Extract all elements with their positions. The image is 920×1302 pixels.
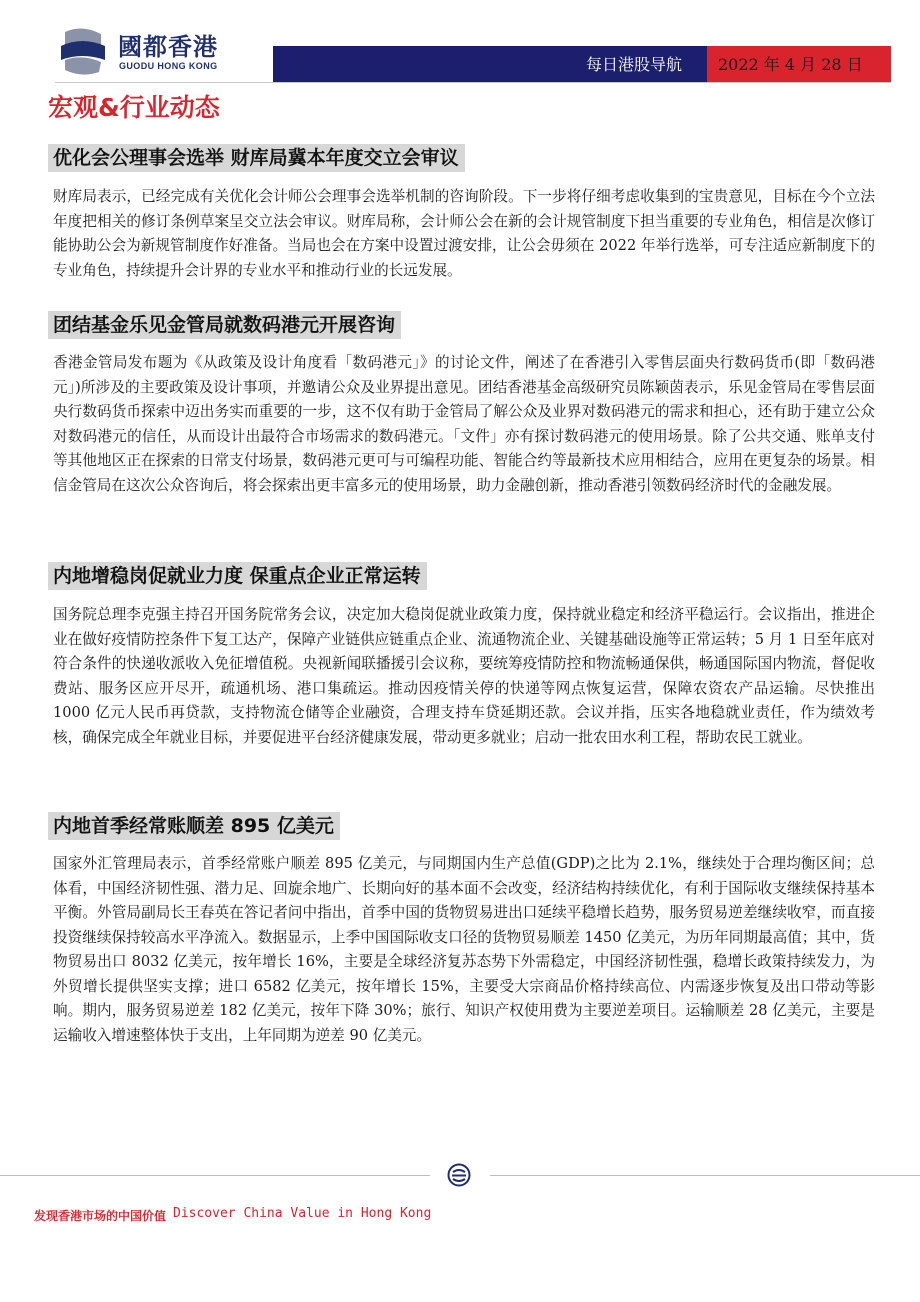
section-heading: 优化会公理事会选举 财库局冀本年度交立会审议 <box>48 144 465 172</box>
section-body: 国家外汇管理局表示，首季经常账户顺差 895 亿美元，与同期国内生产总值(GDP)之比为 2.1%，继续处于合理均衡区间；总体看，中国经济韧性强、潜力足、回旋余地广、长期向好的基本面不会改变，经济结构持续优化，有利于国际收支继续保持基本平衡。外管局副局长王春英在答记者问中指出，首季中国的货物贸易进出口延续平稳增长趋势，服务贸易逆差继续收窄，而直接投资继续保持较高水平净流入。数据显示，上季中国国际收支口径的货物贸易顺差 1450 亿美元，为历年同期最高值；其中，货物贸易出口 8032 亿美元，按年增长 16%，主要是全球经济复苏态势下外需稳定，中国经济韧性强，稳增长政策持续发力，为外贸增长提供坚实支撑；进口 6582 亿美元，按年增长 15%，主要受大宗商品价格持续高位、内需逐步恢复及出口带动等影响。期内，服务贸易逆差 182 亿美元，按年下降 30%；旅行、知识产权使用费为主要逆差项目。运输顺差 28 亿美元，主要是运输收入增速整体快于支出，上年同期为逆差 90 亿美元。 <box>53 855 875 1044</box>
report-title: 每日港股导航 <box>586 55 683 74</box>
footer-slogan-en: Discover China Value in Hong Kong <box>173 1206 432 1221</box>
header-divider <box>55 82 891 83</box>
footer-divider-left <box>0 1175 430 1176</box>
logo-chinese-name: 國都香港 <box>118 33 218 61</box>
footer-divider-right <box>490 1175 920 1176</box>
section-body: 香港金管局发布题为《从政策及设计角度看「数码港元」》的讨论文件，阐述了在香港引入零售层面央行数码货币(即「数码港元」)所涉及的主要政策及设计事项，并邀请公众及业界提出意见。团结香港基金高级研究员陈颖茵表示，乐见金管局在零售层面央行数码货币探索中迈出务实而重要的一步，这不仅有助于金管局了解公众及业界对数码港元的需求和担心，还有助于建立公众对数码港元的信任，从而设计出最符合市场需求的数码港元。「文件」亦有探讨数码港元的使用场景。除了公共交通、账单支付等其他地区正在探索的日常支付场景，数码港元更可与可编程功能、智能合约等最新技术应用相结合，应用在更复杂的场景。相信金管局在这次公众咨询后，将会探索出更丰富多元的使用场景，助力金融创新，推动香港引领数码经济时代的金融发展。 <box>53 354 875 494</box>
report-date: 2022 年 4 月 28 日 <box>718 55 863 74</box>
section-body: 财库局表示，已经完成有关优化会计师公会理事会选举机制的咨询阶段。下一步将仔细考虑收集到的宝贵意见，目标在今个立法年度把相关的修订条例草案呈交立法会审议。财库局称，会计师公会在新的会计规管制度下担当重要的专业角色，相信是次修订能协助公会为新规管制度作好准备。当局也会在方案中设置过渡安排，让公会毋须在 2022 年举行选举，可专注适应新制度下的专业角色，持续提升会计界的专业水平和推动行业的长远发展。 <box>53 188 875 279</box>
guodu-logo-icon <box>55 26 109 76</box>
logo-english-name: GUODU HONG KONG <box>119 61 218 71</box>
guodu-emblem-icon <box>446 1163 472 1187</box>
footer-slogan-cn: 发现香港市场的中国价值 <box>34 1209 167 1223</box>
section-heading: 内地首季经常账顺差 895 亿美元 <box>48 812 340 840</box>
section-heading: 团结基金乐见金管局就数码港元开展咨询 <box>48 311 401 339</box>
section-body: 国务院总理李克强主持召开国务院常务会议，决定加大稳岗促就业政策力度，保持就业稳定和经济平稳运行。会议指出，推进企业在做好疫情防控条件下复工达产，保障产业链供应链重点企业、流通物流企业、关键基础设施等正常运转；5 月 1 日至年底对符合条件的快递收派收入免征增值税。央视新闻联播援引会议称，要统筹疫情防控和物流畅通保供，畅通国际国内物流，督促收费站、服务区应开尽开，疏通机场、港口集疏运。推动因疫情关停的快递等网点恢复运营，保障农资农产品运输。尽快推出 1000 亿元人民币再贷款，支持物流仓储等企业融资，合理支持车贷延期还款。会议并指，压实各地稳就业责任，作为绩效考核，确保完成全年就业目标，并要促进平台经济健康发展，带动更多就业；启动一批农田水利工程，帮助农民工就业。 <box>53 606 875 746</box>
page-title: 宏观&行业动态 <box>48 93 220 122</box>
section-heading: 内地增稳岗促就业力度 保重点企业正常运转 <box>48 562 427 590</box>
